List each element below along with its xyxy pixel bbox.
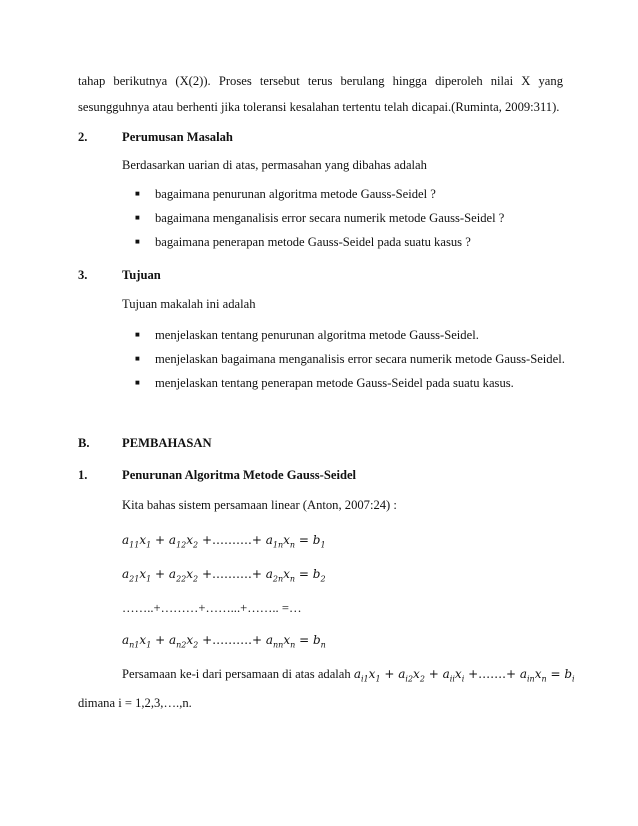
equation-row-n: $a_{n1}x_1 + a_{n2}x_2$ +……….+ $a_{nn}x_n = b_n$ xyxy=(122,633,326,650)
equation-row-2: $a_{21}x_1 + a_{22}x_2$ +……….+ $a_{2n}x_n = b_2$ xyxy=(122,567,326,584)
problem-item-1: bagaimana penurunan algoritma metode Gauss-Seidel ? xyxy=(155,187,436,201)
ith-equation-dots: +…….+ xyxy=(468,667,517,681)
goal-item-3: menjelaskan tentang penerapan metode Gauss-Seidel pada suatu kasus. xyxy=(155,376,514,390)
subsection-1-lead: Kita bahas sistem persamaan linear (Anton, 2007:24) : xyxy=(122,498,397,512)
goal-item-2: menjelaskan bagaimana menganalisis error secara numerik metode Gauss-Seidel. xyxy=(155,352,565,366)
bullet-icon: ■ xyxy=(135,330,140,339)
section-3-number: 3. xyxy=(78,268,88,282)
section-b-title: PEMBAHASAN xyxy=(122,436,212,450)
bullet-icon: ■ xyxy=(135,378,140,387)
ith-equation-line: Persamaan ke-i dari persamaan di atas adalah $a_{i1}x_1 + a_{i2}x_2 + a_{ii}x_i$ +…….+ $a_{in}x_n = b_i$ xyxy=(122,667,575,684)
section-3-lead: Tujuan makalah ini adalah xyxy=(122,297,256,311)
equation-row-1: $a_{11}x_1 + a_{12}x_2$ +……….+ $a_{1n}x_n = b_1$ xyxy=(122,533,326,550)
bullet-icon: ■ xyxy=(135,213,140,222)
problem-item-3: bagaimana penerapan metode Gauss-Seidel pada suatu kasus ? xyxy=(155,235,471,249)
section-2-lead: Berdasarkan uarian di atas, permasahan yang dibahas adalah xyxy=(122,158,427,172)
subsection-1-number: 1. xyxy=(78,468,88,482)
goal-item-1: menjelaskan tentang penurunan algoritma metode Gauss-Seidel. xyxy=(155,328,479,342)
intro-line-1: tahap berikutnya (X(2)). Proses tersebut terus berulang hingga diperoleh nilai X yang xyxy=(78,74,563,88)
bullet-icon: ■ xyxy=(135,237,140,246)
subsection-1-title: Penurunan Algoritma Metode Gauss-Seidel xyxy=(122,468,357,482)
section-3-title: Tujuan xyxy=(122,268,161,282)
problem-item-2: bagaimana menganalisis error secara numerik metode Gauss-Seidel ? xyxy=(155,211,505,225)
bullet-icon: ■ xyxy=(135,189,140,198)
equation-dots-row: ……..+………+……...+…….. =… xyxy=(122,601,302,615)
ith-equation-lead: Persamaan ke-i dari persamaan di atas adalah xyxy=(122,667,351,681)
section-b-number: B. xyxy=(78,436,90,450)
intro-line-2: sesungguhnya atau berhenti jika toleransi kesalahan tertentu telah dicapai.(Ruminta, 2009:311). xyxy=(78,100,560,114)
bullet-icon: ■ xyxy=(135,354,140,363)
closing-line: dimana i = 1,2,3,….,n. xyxy=(78,696,192,710)
section-2-number: 2. xyxy=(78,130,88,144)
section-2-title: Perumusan Masalah xyxy=(122,130,233,144)
